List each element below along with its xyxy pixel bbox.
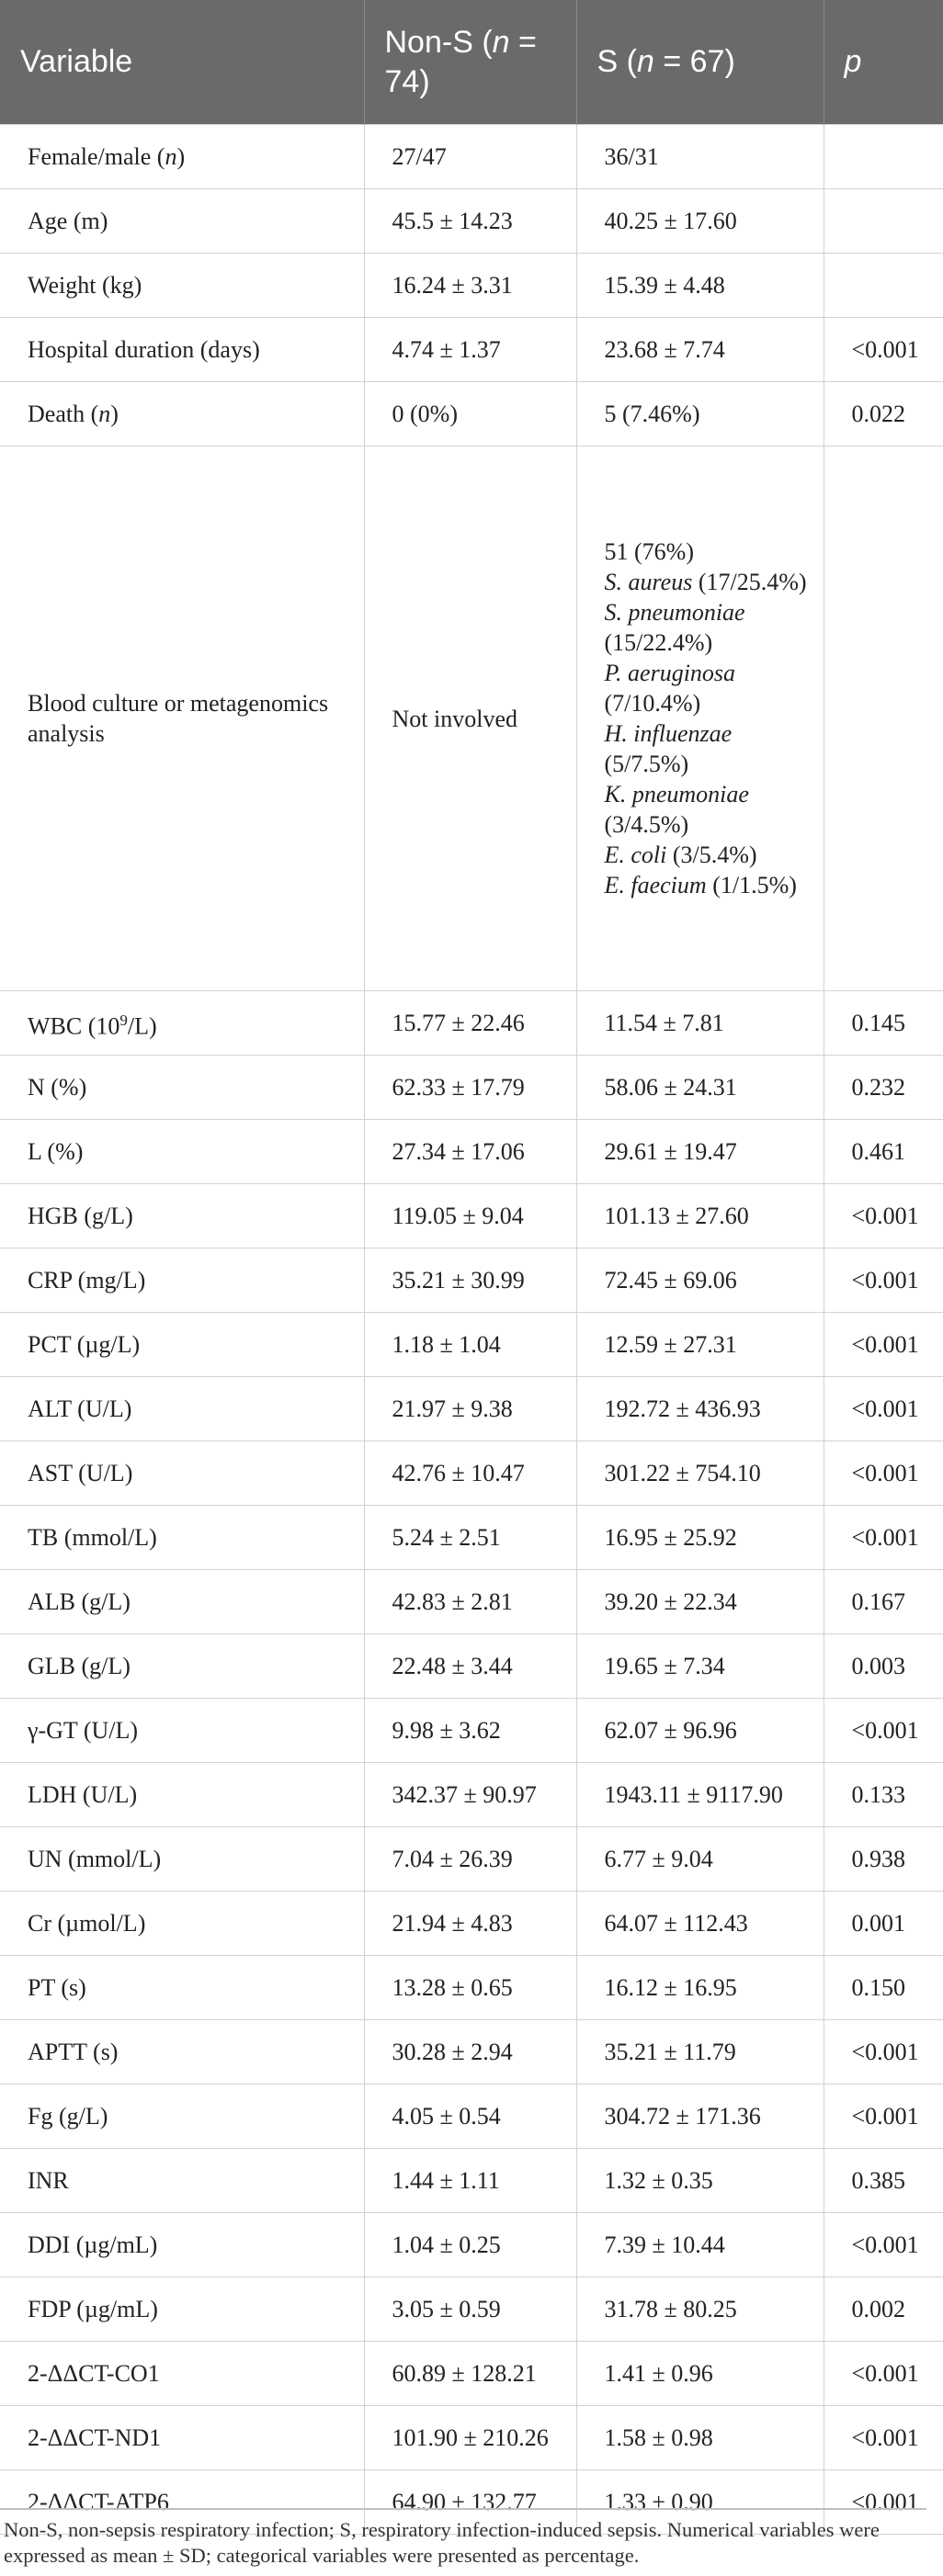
p-cell: <0.001 xyxy=(824,2213,943,2277)
p-cell: 0.167 xyxy=(824,1570,943,1634)
table-row xyxy=(0,2213,943,2277)
organism-item: E. coli (3/5.4%) xyxy=(604,842,757,868)
s-cell: 19.65 ± 7.34 xyxy=(576,1634,824,1699)
p-cell xyxy=(824,446,943,991)
p-cell: <0.001 xyxy=(824,1377,943,1441)
table-row xyxy=(0,1827,943,1892)
p-cell xyxy=(824,254,943,318)
variable-cell: L (%) xyxy=(0,1120,364,1184)
non-s-cell: Not involved xyxy=(364,446,576,991)
non-s-cell: 0 (0%) xyxy=(364,382,576,446)
p-cell: <0.001 xyxy=(824,1441,943,1506)
table-row xyxy=(0,1763,943,1827)
non-s-cell: 13.28 ± 0.65 xyxy=(364,1956,576,2020)
table-row xyxy=(0,2020,943,2085)
p-cell: <0.001 xyxy=(824,2406,943,2470)
p-cell: <0.001 xyxy=(824,1184,943,1248)
variable-cell: Death (n) xyxy=(0,382,364,446)
table-row xyxy=(0,382,943,446)
s-cell: 29.61 ± 19.47 xyxy=(576,1120,824,1184)
non-s-cell: 21.94 ± 4.83 xyxy=(364,1892,576,1956)
table-row xyxy=(0,1441,943,1506)
table-row xyxy=(0,1313,943,1377)
table-row xyxy=(0,1377,943,1441)
s-cell: 12.59 ± 27.31 xyxy=(576,1313,824,1377)
table-row xyxy=(0,1248,943,1313)
non-s-cell: 27/47 xyxy=(364,125,576,189)
culture-total: 51 (76%) xyxy=(604,538,694,565)
p-cell: 0.022 xyxy=(824,382,943,446)
p-cell: <0.001 xyxy=(824,1699,943,1763)
table-row xyxy=(0,2149,943,2213)
p-cell: 0.002 xyxy=(824,2277,943,2342)
organism-item: E. faecium (1/1.5%) xyxy=(604,872,797,898)
variable-cell: Age (m) xyxy=(0,189,364,254)
non-s-cell: 22.48 ± 3.44 xyxy=(364,1634,576,1699)
variable-cell: GLB (g/L) xyxy=(0,1634,364,1699)
table-row xyxy=(0,1184,943,1248)
s-cell: 1.58 ± 0.98 xyxy=(576,2406,824,2470)
p-cell: 0.232 xyxy=(824,1056,943,1120)
table-row xyxy=(0,2277,943,2342)
s-cell: 62.07 ± 96.96 xyxy=(576,1699,824,1763)
variable-cell: UN (mmol/L) xyxy=(0,1827,364,1892)
non-s-cell: 64.90 ± 132.77 xyxy=(364,2470,576,2535)
s-cell: 301.22 ± 754.10 xyxy=(576,1441,824,1506)
non-s-cell: 3.05 ± 0.59 xyxy=(364,2277,576,2342)
variable-cell: 2-ΔΔCT-ATP6 xyxy=(0,2470,364,2535)
non-s-cell: 5.24 ± 2.51 xyxy=(364,1506,576,1570)
variable-cell: 2-ΔΔCT-CO1 xyxy=(0,2342,364,2406)
table-row xyxy=(0,1506,943,1570)
variable-cell: ALB (g/L) xyxy=(0,1570,364,1634)
variable-cell: LDH (U/L) xyxy=(0,1763,364,1827)
table-row xyxy=(0,125,943,189)
variable-cell: FDP (µg/mL) xyxy=(0,2277,364,2342)
table-row xyxy=(0,2342,943,2406)
s-cell: 1.41 ± 0.96 xyxy=(576,2342,824,2406)
variable-cell: AST (U/L) xyxy=(0,1441,364,1506)
header-non-s: Non-S (n = 74) xyxy=(364,0,576,125)
non-s-cell: 21.97 ± 9.38 xyxy=(364,1377,576,1441)
s-cell: 15.39 ± 4.48 xyxy=(576,254,824,318)
non-s-cell: 27.34 ± 17.06 xyxy=(364,1120,576,1184)
p-cell xyxy=(824,189,943,254)
table-row xyxy=(0,1892,943,1956)
s-cell: 304.72 ± 171.36 xyxy=(576,2085,824,2149)
variable-cell: Cr (µmol/L) xyxy=(0,1892,364,1956)
variable-cell: Weight (kg) xyxy=(0,254,364,318)
s-cell: 6.77 ± 9.04 xyxy=(576,1827,824,1892)
s-cell: 16.95 ± 25.92 xyxy=(576,1506,824,1570)
variable-cell: TB (mmol/L) xyxy=(0,1506,364,1570)
s-cell: 5 (7.46%) xyxy=(576,382,824,446)
non-s-cell: 342.37 ± 90.97 xyxy=(364,1763,576,1827)
p-cell: <0.001 xyxy=(824,2085,943,2149)
table-body xyxy=(0,125,943,2535)
variable-cell: γ-GT (U/L) xyxy=(0,1699,364,1763)
s-cell: 72.45 ± 69.06 xyxy=(576,1248,824,1313)
variable-cell: PCT (µg/L) xyxy=(0,1313,364,1377)
table-row xyxy=(0,1956,943,2020)
table-row xyxy=(0,1056,943,1120)
table-row xyxy=(0,991,943,1056)
variable-cell: PT (s) xyxy=(0,1956,364,2020)
s-cell: 23.68 ± 7.74 xyxy=(576,318,824,382)
table-row-blood-culture xyxy=(0,446,943,991)
variable-cell: ALT (U/L) xyxy=(0,1377,364,1441)
table-row xyxy=(0,2406,943,2470)
s-cell: 1.32 ± 0.35 xyxy=(576,2149,824,2213)
organism-item: K. pneumoniae (3/4.5%) xyxy=(604,781,749,838)
organism-item: P. aeruginosa (7/10.4%) xyxy=(604,660,736,717)
s-cell: 39.20 ± 22.34 xyxy=(576,1570,824,1634)
variable-cell: N (%) xyxy=(0,1056,364,1120)
s-cell: 16.12 ± 16.95 xyxy=(576,1956,824,2020)
non-s-cell: 30.28 ± 2.94 xyxy=(364,2020,576,2085)
non-s-cell: 119.05 ± 9.04 xyxy=(364,1184,576,1248)
variable-cell: CRP (mg/L) xyxy=(0,1248,364,1313)
non-s-cell: 1.04 ± 0.25 xyxy=(364,2213,576,2277)
p-cell: 0.133 xyxy=(824,1763,943,1827)
p-cell: <0.001 xyxy=(824,1248,943,1313)
table-footnote: Non-S, non-sepsis respiratory infection; S, respiratory infection-induced sepsis. Numerical variables were expressed as mean ± SD; categorical variables were presented as percentage. xyxy=(0,2508,926,2569)
p-cell: 0.385 xyxy=(824,2149,943,2213)
table-row xyxy=(0,1699,943,1763)
s-cell: 40.25 ± 17.60 xyxy=(576,189,824,254)
variable-cell: APTT (s) xyxy=(0,2020,364,2085)
p-cell xyxy=(824,125,943,189)
variable-cell: Blood culture or metagenomics analysis xyxy=(0,446,364,991)
variable-cell: HGB (g/L) xyxy=(0,1184,364,1248)
p-cell: 0.145 xyxy=(824,991,943,1056)
non-s-cell: 1.18 ± 1.04 xyxy=(364,1313,576,1377)
s-cell: 101.13 ± 27.60 xyxy=(576,1184,824,1248)
p-cell: 0.003 xyxy=(824,1634,943,1699)
s-cell: 64.07 ± 112.43 xyxy=(576,1892,824,1956)
non-s-cell: 9.98 ± 3.62 xyxy=(364,1699,576,1763)
variable-cell: 2-ΔΔCT-ND1 xyxy=(0,2406,364,2470)
s-cell: 1943.11 ± 9117.90 xyxy=(576,1763,824,1827)
non-s-cell: 42.83 ± 2.81 xyxy=(364,1570,576,1634)
non-s-cell: 35.21 ± 30.99 xyxy=(364,1248,576,1313)
non-s-cell: 60.89 ± 128.21 xyxy=(364,2342,576,2406)
organism-item: S. aureus (17/25.4%) xyxy=(604,569,807,595)
non-s-cell: 62.33 ± 17.79 xyxy=(364,1056,576,1120)
non-s-cell: 16.24 ± 3.31 xyxy=(364,254,576,318)
s-cell: 11.54 ± 7.81 xyxy=(576,991,824,1056)
non-s-cell: 42.76 ± 10.47 xyxy=(364,1441,576,1506)
variable-cell: INR xyxy=(0,2149,364,2213)
header-p: p xyxy=(824,0,943,125)
p-cell: 0.150 xyxy=(824,1956,943,2020)
variable-cell: Fg (g/L) xyxy=(0,2085,364,2149)
p-cell: 0.938 xyxy=(824,1827,943,1892)
s-cell xyxy=(576,446,824,991)
p-cell: <0.001 xyxy=(824,2470,943,2535)
table-row xyxy=(0,2085,943,2149)
variable-cell: Female/male (n) xyxy=(0,125,364,189)
non-s-cell: 45.5 ± 14.23 xyxy=(364,189,576,254)
non-s-cell: 4.05 ± 0.54 xyxy=(364,2085,576,2149)
non-s-cell: 15.77 ± 22.46 xyxy=(364,991,576,1056)
variable-cell: WBC $(10^9/L)$ xyxy=(0,991,364,1056)
table-row xyxy=(0,254,943,318)
table-row xyxy=(0,189,943,254)
non-s-cell: 7.04 ± 26.39 xyxy=(364,1827,576,1892)
s-cell: 192.72 ± 436.93 xyxy=(576,1377,824,1441)
organism-item: H. influenzae (5/7.5%) xyxy=(604,720,733,777)
s-cell: 7.39 ± 10.44 xyxy=(576,2213,824,2277)
header-s: S (n = 67) xyxy=(576,0,824,125)
header-variable: Variable xyxy=(0,0,364,125)
non-s-cell: 101.90 ± 210.26 xyxy=(364,2406,576,2470)
s-cell: 35.21 ± 11.79 xyxy=(576,2020,824,2085)
organism-item: S. pneumoniae (15/22.4%) xyxy=(604,599,745,656)
p-cell: <0.001 xyxy=(824,2020,943,2085)
table-row xyxy=(0,1634,943,1699)
s-cell: 58.06 ± 24.31 xyxy=(576,1056,824,1120)
p-cell: 0.001 xyxy=(824,1892,943,1956)
p-cell: <0.001 xyxy=(824,2342,943,2406)
table-row xyxy=(0,1570,943,1634)
table-row xyxy=(0,1120,943,1184)
p-cell: 0.461 xyxy=(824,1120,943,1184)
s-cell: 1.33 ± 0.90 xyxy=(576,2470,824,2535)
p-cell: <0.001 xyxy=(824,1313,943,1377)
non-s-cell: 1.44 ± 1.11 xyxy=(364,2149,576,2213)
non-s-cell: 4.74 ± 1.37 xyxy=(364,318,576,382)
variable-cell: Hospital duration (days) xyxy=(0,318,364,382)
header-row xyxy=(0,0,943,125)
s-cell: 31.78 ± 80.25 xyxy=(576,2277,824,2342)
p-cell: <0.001 xyxy=(824,318,943,382)
variable-cell: DDI (µg/mL) xyxy=(0,2213,364,2277)
p-cell: <0.001 xyxy=(824,1506,943,1570)
table-row xyxy=(0,318,943,382)
s-cell: 36/31 xyxy=(576,125,824,189)
